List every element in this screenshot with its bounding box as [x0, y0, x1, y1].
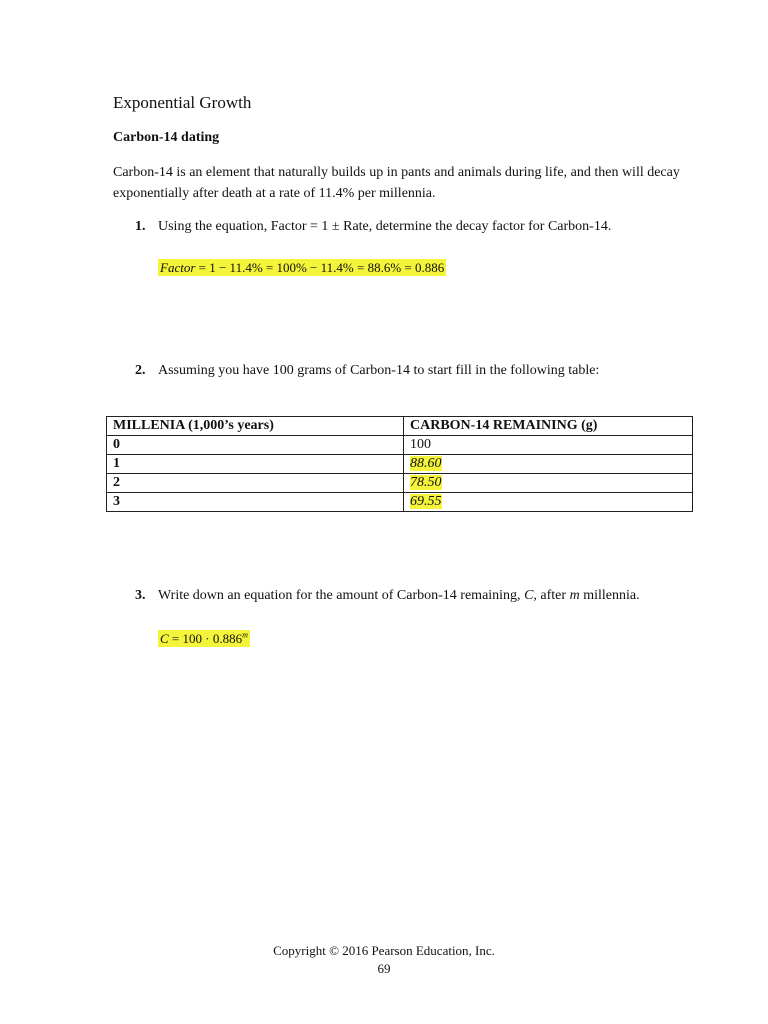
page-title: Exponential Growth	[113, 93, 252, 112]
question-number: 3.	[135, 588, 146, 603]
table-header-cell: CARBON-14 REMAINING (g)	[404, 417, 693, 436]
table-row	[107, 474, 693, 493]
table-cell	[404, 493, 693, 512]
table-cell-answer: 78.50	[410, 475, 442, 490]
table-cell: 1	[107, 455, 404, 474]
question-text	[158, 588, 640, 604]
table-cell: 2	[107, 474, 404, 493]
answer-expression: = 1 − 11.4% = 100% − 11.4% = 88.6% = 0.886	[195, 260, 445, 275]
table-header-row	[107, 417, 693, 436]
question-variable: m	[569, 588, 580, 603]
table-cell-value: 100	[410, 437, 431, 452]
answer-highlight	[158, 630, 250, 647]
table-cell	[404, 455, 693, 474]
footer-copyright: Copyright © 2016 Pearson Education, Inc.	[273, 943, 495, 958]
answer-highlight	[158, 259, 446, 276]
table-row	[107, 455, 693, 474]
table-cell	[404, 436, 693, 455]
answer-exponent: m	[242, 631, 248, 640]
table-row	[107, 493, 693, 512]
table-cell-answer: 69.55	[410, 494, 442, 509]
question-variable: C	[524, 588, 534, 603]
question-text: Assuming you have 100 grams of Carbon-14 to start fill in the following table:	[158, 363, 600, 378]
answer-expression: = 100 · 0.886	[168, 631, 243, 647]
question-number: 1.	[135, 219, 146, 234]
question-text-part: Write down an equation for the amount of Carbon-14 remaining,	[158, 588, 525, 603]
page-number: 69	[377, 961, 391, 976]
table-cell-answer: 88.60	[410, 456, 442, 471]
section-heading: Carbon-14 dating	[113, 130, 220, 145]
question-number: 2.	[135, 363, 146, 378]
table-row	[107, 436, 693, 455]
table-cell: 0	[107, 436, 404, 455]
question-text-part: millennia.	[579, 588, 640, 603]
table-cell: 3	[107, 493, 404, 512]
answer-variable: C	[160, 631, 169, 647]
table-cell	[404, 474, 693, 493]
answer-3	[158, 631, 250, 647]
carbon-table	[106, 416, 693, 512]
answer-variable: Factor	[160, 260, 196, 275]
intro-paragraph: Carbon-14 is an element that naturally builds up in pants and animals during life, and then will decay exponentially after death at a rate of 11.4% per millennia.	[113, 165, 680, 201]
question-text-part: , after	[533, 588, 570, 603]
answer-1	[158, 260, 446, 276]
table-header-cell: MILLENIA (1,000’s years)	[107, 417, 404, 436]
question-text: Using the equation, Factor = 1 ± Rate, determine the decay factor for Carbon-14.	[158, 219, 612, 234]
